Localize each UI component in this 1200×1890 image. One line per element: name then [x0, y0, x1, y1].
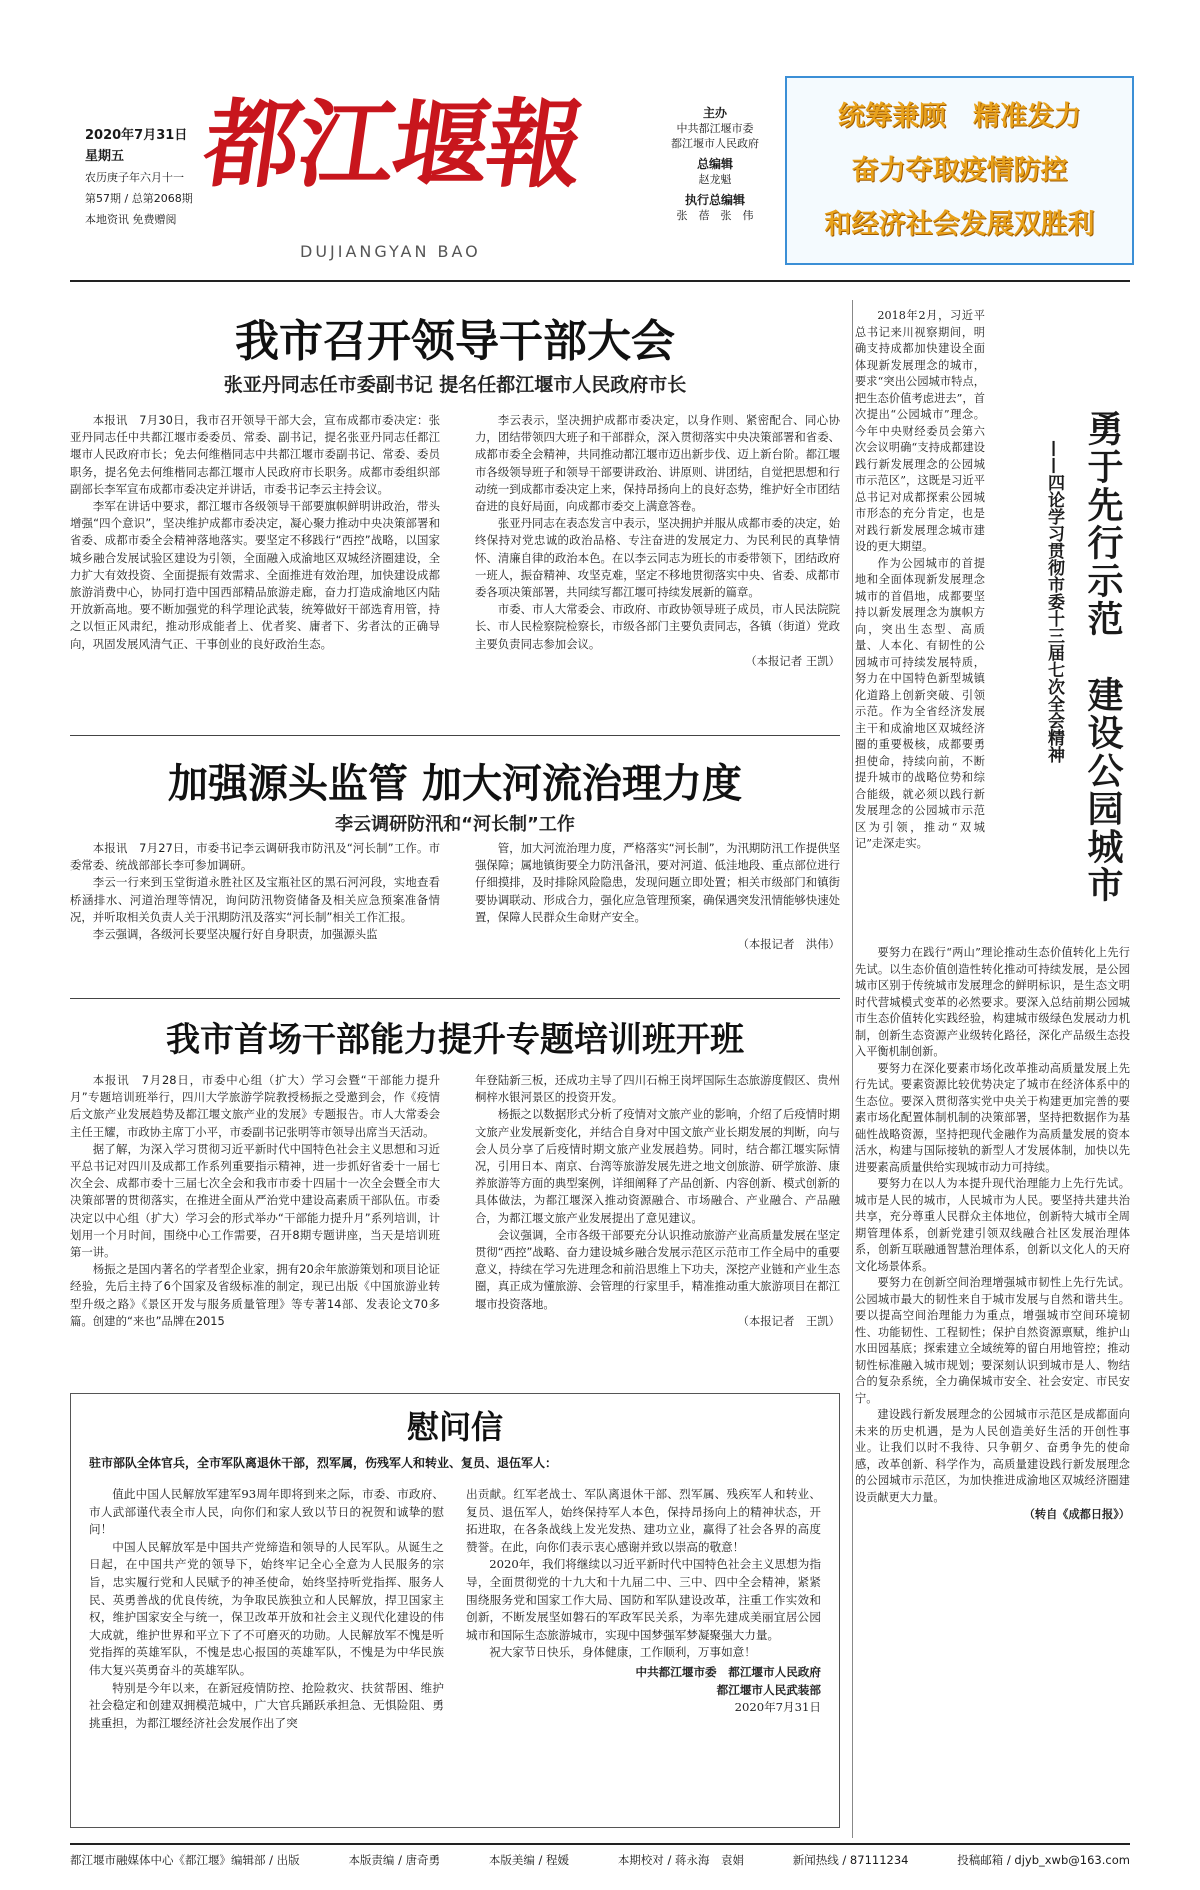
article2-headline: 加强源头监管 加大河流治理力度 — [168, 760, 742, 807]
section-rule — [70, 998, 840, 999]
article3-headline: 我市首场干部能力提升专题培训班开班 — [166, 1020, 744, 1060]
paragraph: 管，加大河流治理力度，严格落实“河长制”，为汛期防汛工作提供坚强保障；属地镇街要全力防汛备汛，要对河道、低洼地段、重点部位进行仔细摸排，及时排除风险隐患，发现问题立即处置；相关市级部门和镇街要协调联动、形成合力，强化应急管理预案，确保遇突发汛情能够快速处置，保障人民群众生命财产安全。 — [475, 841, 840, 924]
slogan-box — [785, 76, 1134, 265]
paragraph: 李云强调，各级河长要坚决履行好自身职责，加强源头监 — [92, 927, 378, 942]
issue-date: 2020年7月31日 — [85, 128, 188, 143]
article1-column-right — [475, 412, 840, 670]
paragraph: 会议强调，全市各级干部要充分认识推动旅游产业高质量发展在坚定贯彻“西控”战略、奋力建设城乡融合发展示范区示范市工作全局中的重要意义，持续在学习先进理念和前沿思维上下功夫，深挖产业链和产业生态圈，真正成为懂旅游、会管理的行家里手，精准推动重大旅游项目在都江堰市投资落地。 — [475, 1227, 840, 1311]
sponsor-label: 主办 — [702, 106, 727, 120]
paragraph: 张亚丹同志在表态发言中表示，坚决拥护并服从成都市委的决定，始终保持对党忠诚的政治品格、专注奋进的发展定力、为民利民的真挚情怀、清廉自律的政治本色。在以李云同志为班长的市委带领下，团结政府一班人，振奋精神、攻坚克难，坚定不移地贯彻落实中央、省委、成都市委各项决策部署，共同续写都江堰可持续发展新的篇章。 — [475, 516, 840, 600]
article1-headline: 我市召开领导干部大会 — [235, 316, 675, 367]
paragraph: 要努力在以人为本提升现代治理能力上先行先试。城市是人民的城市，人民城市为人民。要坚持共建共治共享，充分尊重人民群众主体地位，创新特大城市全周期管理体系，创新党建引领双线融合社区发展治理体系，创新互联融通智慧治理体系，创新以文化人的天府文化场景体系。 — [855, 1177, 1130, 1273]
letter-signature-1: 中共都江堰市委 都江堰市人民政府 — [635, 1664, 821, 1679]
paragraph: 2018年2月，习近平总书记来川视察期间，明确支持成都加快建设全面体现新发展理念的城市，要求“突出公园城市特点，把生态价值考虑进去”，首次提出“公园城市”理念。今年中央财经委员会第六次会议明确“支持成都建设践行新发展理念的公园城市示范区”，这既是习近平总书记对成都探索公园城市形态的充分肯定，也是对践行新发展理念城市建设的更大期望。 — [855, 309, 985, 553]
paragraph: 杨振之是国内著名的学者型企业家，拥有20余年旅游策划和项目论证经验，先后主持了6个国家及省级标准的制定，现已出版《中国旅游业转型升级之路》《景区开发与服务质量管理》等专著14部、发表论文70多篇。创建的“来也”品牌在2015 — [70, 1262, 440, 1328]
footer-publisher: 都江堰市融媒体中心《都江堰》编辑部 / 出版 — [70, 1853, 300, 1867]
column-divider — [852, 300, 853, 1838]
article2-column-right — [475, 840, 840, 953]
commentary-body-top — [855, 308, 985, 853]
slogan-line-3: 和经济社会发展双胜利 — [824, 209, 1095, 240]
sponsor-2: 都江堰市人民政府 — [671, 137, 759, 150]
article2-column-left — [70, 840, 440, 943]
condolence-letter-box — [70, 1393, 840, 1828]
sponsor-1: 中共都江堰市委 — [676, 122, 754, 135]
article2-subhead: 李云调研防汛和“河长制”工作 — [335, 814, 575, 835]
paragraph: 本报讯 7月27日，市委书记李云调研我市防汛及“河长制”工作。市委常委、统战部部长李可参加调研。 — [70, 841, 440, 873]
paragraph: 本报讯 7月30日，我市召开领导干部大会，宣布成都市委决定：张亚丹同志任中共都江堰市委委员、常委、副书记，提名张亚丹同志任都江堰市人民政府市长；免去何维楷同志中共都江堰市委副书记、常委、委员职务，提名免去何维楷同志都江堰市人民政府市长职务。成都市委组织部副部长李军宣布成都市委决定并讲话，市委书记李云主持会议。 — [70, 413, 440, 496]
paragraph: 祝大家节日快乐，身体健康，工作顺利，万事如意！ — [489, 1645, 756, 1660]
newspaper-title: 都江堰報 — [197, 88, 590, 201]
masthead-rule — [70, 280, 1130, 282]
article3-column-right — [475, 1072, 840, 1330]
footer-email: 投稿邮箱 / djyb_xwb@163.com — [957, 1853, 1130, 1867]
article3-column-left — [70, 1072, 440, 1330]
newspaper-logo — [197, 70, 605, 280]
article1-byline: （本报记者 王凯） — [745, 653, 840, 668]
letter-column-left — [89, 1486, 444, 1732]
commentary-title: 勇于先行示范 建设公园城市 — [1082, 410, 1124, 904]
chief-editor: 赵龙魁 — [698, 173, 732, 186]
footer-rule — [70, 1843, 1130, 1845]
distribution-note: 本地资讯 免费赠阅 — [85, 213, 177, 226]
paragraph: 要努力在创新空间治理增强城市韧性上先行先试。公园城市最大的韧性来自于城市发展与自然和谐共生。要以提高空间治理能力为重点，增强城市空间环境韧性、功能韧性、工程韧性；保护自然资源禀赋，维护山水田园基底；探索建立全域统筹的留白用地管控；推动韧性标准融入城市规划；要深刻认识到城市是人、物结合的复杂系统，全力确保城市安全、社会安定、市民安宁。 — [855, 1276, 1130, 1405]
slogan-line-1: 统筹兼顾 精准发力 — [838, 101, 1081, 132]
letter-column-right — [466, 1486, 821, 1717]
commentary-source: （转自《成都日报》） — [1023, 1507, 1130, 1521]
footer — [70, 1852, 1130, 1868]
paragraph: 市委、市人大常委会、市政府、市政协领导班子成员，市人民法院院长、市人民检察院检察长，市级各部门主要负责同志，各镇（街道）党政主要负责同志参加会议。 — [475, 602, 840, 651]
paragraph: 特别是今年以来，在新冠疫情防控、抢险救灾、扶贫帮困、维护社会稳定和创建双拥模范城中，广大官兵踊跃承担急、无惧险阻、勇挑重担，为都江堰经济社会发展作出了突 — [89, 1680, 444, 1730]
article2-byline: （本报记者 洪伟） — [737, 937, 840, 952]
footer-editor: 本版责编 / 唐奇勇 — [348, 1853, 441, 1867]
exec-editor-label: 执行总编辑 — [684, 193, 745, 207]
paragraph: 出贡献。红军老战士、军队离退休干部、烈军属、残疾军人和转业、复员、退伍军人，始终保持军人本色，保持昂扬向上的精神状态，开拓进取，在各条战线上发光发热、建功立业，赢得了社会各界的高度赞誉。在此，向你们表示衷心感谢并致以崇高的敬意！ — [466, 1487, 821, 1554]
footer-hotline: 新闻热线 / 87111234 — [792, 1853, 909, 1867]
paragraph: 杨振之以数据形式分析了疫情对文旅产业的影响，介绍了后疫情时期文旅产业发展新变化，并结合自身对中国文旅产业长期发展的判断，向与会人员分享了后疫情时期文旅产业发展趋势。同时，结合都江堰实际情况，引用日本、南京、台湾等旅游发展先进之地文创旅游、研学旅游、康养旅游等方面的典型案例，详细阐释了产品创新、内容创新、模式创新的具体做法，为都江堰深入推动资源融合、市场融合、产业融合、产品融合，为都江堰文旅产业发展提出了意见建议。 — [475, 1107, 840, 1225]
lunar-date: 农历庚子年六月十一 — [85, 171, 184, 184]
paragraph: 李云表示，坚决拥护成都市委决定，以身作则、紧密配合、同心协力，团结带领四大班子和干部群众，深入贯彻落实中央决策部署和省委、成都市委全会精神，共同推动都江堰市迈出新步伐、迈上新台阶。都江堰市各级领导班子和领导干部要讲政治、讲原则、讲团结，自觉把思想和行动统一到成都市委决定上来，保持昂扬向上的良好态势，维护好全市团结奋进的良好局面，向成都市委交上满意答卷。 — [475, 413, 840, 514]
paragraph: 年登陆新三板，还成功主导了四川石棉王岗坪国际生态旅游度假区、贵州桐梓水银河景区的投资开发。 — [475, 1073, 840, 1105]
footer-proofreader: 本期校对 / 蒋永海 袁娟 — [617, 1853, 744, 1867]
paragraph: 建设践行新发展理念的公园城市示范区是成都面向未来的历史机遇，是为人民创造美好生活的开创性事业。让我们以时不我待、只争朝夕、奋勇争先的使命感，改革创新、科学作为，高质量建设践行新发展理念的公园城市示范区，为加快推进成渝地区双城经济圈建设贡献更大力量。 — [855, 1408, 1130, 1504]
issue-weekday: 星期五 — [85, 149, 125, 164]
paragraph: 李云一行来到玉堂街道永胜社区及宝瓶社区的黑石河河段，实地查看桥涵排水、河道治理等情况，询问防汛物资储备及相关应急预案准备情况，并听取相关负责人关于汛期防汛及落实“河长制”相关工作汇报。 — [70, 875, 440, 924]
letter-signature-date: 2020年7月31日 — [734, 1700, 821, 1715]
exec-editor: 张 蓓 张 伟 — [676, 209, 754, 222]
letter-salutation: 驻市部队全体官兵，全市军队离退休干部，烈军属，伤残军人和转业、复员、退伍军人： — [89, 1456, 558, 1470]
paragraph: 值此中国人民解放军建军93周年即将到来之际，市委、市政府、市人武部谨代表全市人民，向你们和家人致以节日的祝贺和诚挚的慰问！ — [89, 1487, 444, 1537]
article1-column-left — [70, 412, 440, 653]
article3-byline: （本报记者 王凯） — [737, 1313, 840, 1328]
article1-subhead: 张亚丹同志任市委副书记 提名任都江堰市人民政府市长 — [223, 374, 687, 396]
chief-editor-label: 总编辑 — [696, 157, 733, 171]
paragraph: 要努力在深化要素市场化改革推动高质量发展上先行先试。要素资源比较优势决定了城市在经济体系中的生态位。要深入贯彻落实党中央关于构建更加完善的要素市场化配置体制机制的决策部署，坚持把数据作为基础性战略资源，坚持把现代金融作为高质量发展的资本活水，构建与国际接轨的新型人才发展体制，加快以先进要素高质量供给实现城市动力可持续。 — [855, 1061, 1130, 1174]
commentary-body-bottom — [855, 945, 1130, 1523]
issue-number: 第57期 / 总第2068期 — [85, 192, 193, 205]
commentary-subtitle: ——四论学习贯彻市委十三届七次全会精神 — [1044, 440, 1064, 763]
masthead-credits — [660, 100, 770, 223]
paragraph: 据了解，为深入学习贯彻习近平新时代中国特色社会主义思想和习近平总书记对四川及成都工作系列重要指示精神，进一步抓好省委十一届七次全会、成都市委十三届七次全会和我市市委十四届十一次全会暨全市大决策部署的贯彻落实，在推进全面从严治党中建设高素质干部队伍。市委决定以中心组（扩大）学习会的形式举办“干部能力提升月”系列培训，计划用一个月时间，围绕中心工作需要，召开8期专题讲座，当天是培训班第一讲。 — [70, 1141, 440, 1260]
paragraph: 要努力在践行“两山”理论推动生态价值转化上先行先试。以生态价值创造性转化推动可持续发展，是公园城市区别于传统城市发展理念的鲜明标识，是生态文明时代营城模式变革的必然要求。要深入总结前期公园城市生态价值转化实践经验，构建城市级绿色发展动力机制，创新生态资源产业级转化路径，深化产品级生态投入平衡机制创新。 — [855, 946, 1130, 1058]
paragraph: 作为公园城市的首提地和全面体现新发展理念城市的首倡地，成都要坚持以新发展理念为旗帜方向，突出生态型、高质量、人本化、有韧性的公园城市可持续发展特质，努力在中国特色新型城镇化道路上创新突破、引领示范。作为全省经济发展主干和成渝地区双城经济圈的重要极核，成都要勇担使命，持续向前，不断提升城市的战略位势和综合能级，就必须以践行新发展理念的公园城市示范区为引领，推动“双城记”走深走实。 — [855, 556, 985, 850]
footer-designer: 本版美编 / 程媛 — [488, 1853, 570, 1867]
slogan-line-2: 奋力夺取疫情防控 — [851, 155, 1068, 186]
paragraph: 2020年，我们将继续以习近平新时代中国特色社会主义思想为指导，全面贯彻党的十九大和十九届二中、三中、四中全会精神，紧紧围绕服务党和国家工作大局、国防和军队建设改革，注重工作实效和创新，不断发展坚如磐石的军政军民关系，为率先建成美丽宜居公园城市和国际生态旅游城市，实现中国梦强军梦凝聚强大力量。 — [466, 1557, 821, 1642]
paragraph: 李军在讲话中要求，都江堰市各级领导干部要旗帜鲜明讲政治，带头增强“四个意识”，坚决维护成都市委决定，凝心聚力推动中央决策部署和省委、成都市委全会精神落地落实。要坚定不移践行“西控”战略，以国家城乡融合发展试验区建设为引领，全面融入成渝地区双城经济圈建设，全力扩大有效投资、全面提振有效需求、全面推进有效治理，加快建设成都旅游消费中心，协同打造中国西部精品旅游走廊，奋力打造成渝地区内陆开放新高地。要不断加强党的科学理论武装，统筹做好干部选育用管，持之以恒正风肃纪，推动形成能者上、优者奖、庸者下、劣者汰的正确导向，巩固发展风清气正、干事创业的良好政治生态。 — [70, 499, 440, 651]
letter-signature-2: 都江堰市人民武装部 — [716, 1682, 821, 1697]
paragraph: 本报讯 7月28日，市委中心组（扩大）学习会暨“干部能力提升月”专题培训班举行，四川大学旅游学院教授杨振之受邀到会，作《疫情后文旅产业发展趋势及都江堰文旅产业的发展》专题报告。市人大常委会主任王耀，市政协主席丁小平，市委副书记张明等市领导出席当天活动。 — [70, 1073, 440, 1139]
section-rule — [70, 735, 840, 736]
newspaper-title-latin: DUJIANGYAN BAO — [300, 242, 481, 261]
paragraph: 中国人民解放军是中国共产党缔造和领导的人民军队。从诞生之日起，在中国共产党的领导下，始终牢记全心全意为人民服务的宗旨，忠实履行党和人民赋予的神圣使命，始终坚持听党指挥、服务人民、英勇善战的优良传统，为争取民族独立和人民解放，捍卫国家主权，维护国家安全与统一，保卫改革开放和社会主义现代化建设的伟大成就，维护世界和平立下了不可磨灭的功勋。人民解放军不愧是听党指挥的英雄军队，不愧是忠心报国的英雄军队，不愧是为中华民族伟大复兴英勇奋斗的英雄军队。 — [89, 1539, 444, 1677]
letter-headline: 慰问信 — [406, 1408, 503, 1446]
